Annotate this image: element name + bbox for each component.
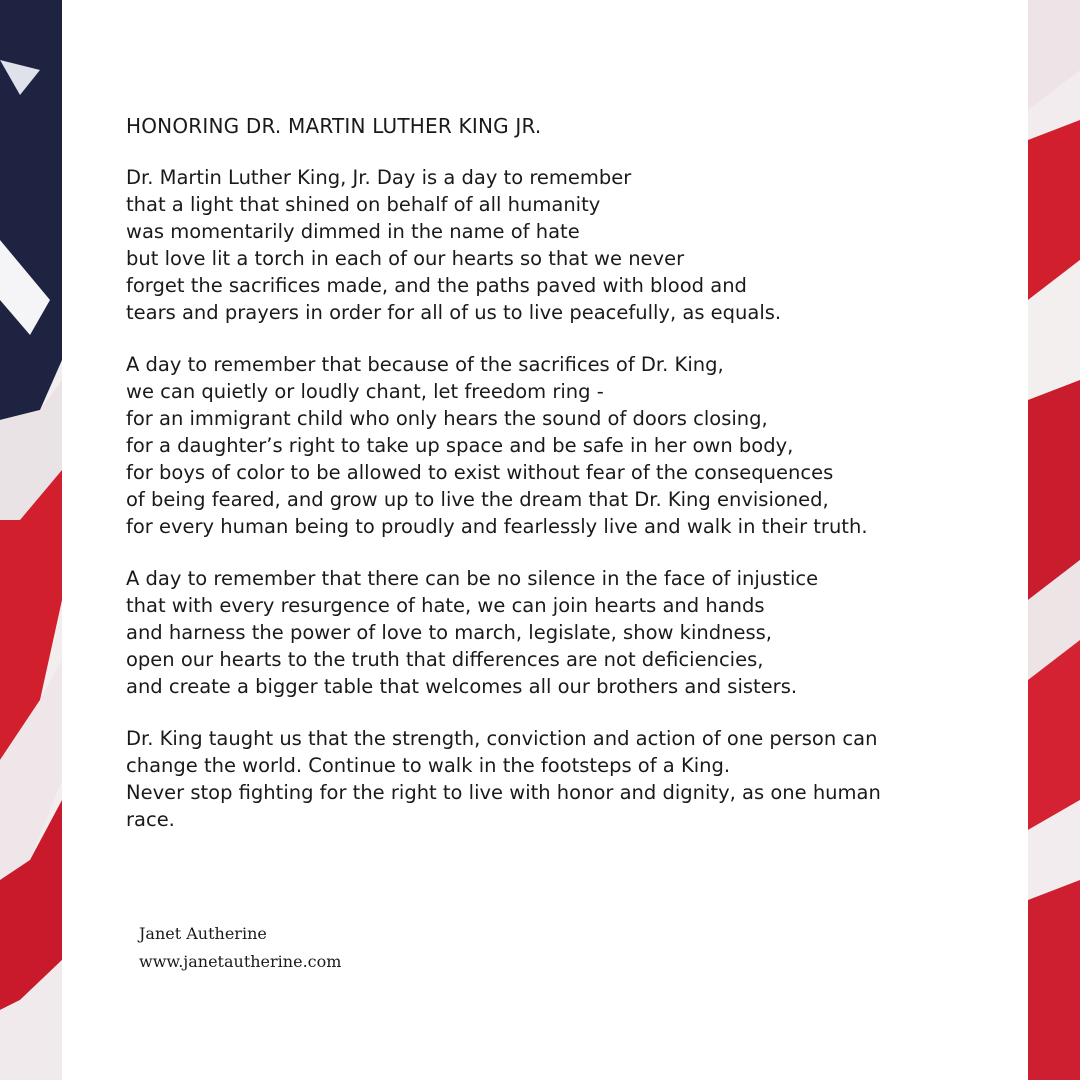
flag-right-graphic xyxy=(1028,0,1080,1080)
stanza-line: A day to remember that because of the sacrifices of Dr. King, xyxy=(126,353,724,376)
stanza-line: Never stop fighting for the right to live with honor and dignity, as one human xyxy=(126,781,881,804)
stanza-3 xyxy=(126,565,986,700)
stanza-line: race. xyxy=(126,808,175,831)
stanza-line: Dr. King taught us that the strength, conviction and action of one person can xyxy=(126,727,878,750)
stanza-line: change the world. Continue to walk in the footsteps of a King. xyxy=(126,754,731,777)
stanza-line: but love lit a torch in each of our hearts so that we never xyxy=(126,247,685,270)
poem-content xyxy=(126,112,986,858)
flag-background-right xyxy=(1028,0,1080,1080)
stanza-line: forget the sacrifices made, and the paths paved with blood and xyxy=(126,274,747,297)
stanza-line: A day to remember that there can be no silence in the face of injustice xyxy=(126,567,819,590)
stanza-line: and create a bigger table that welcomes all our brothers and sisters. xyxy=(126,675,798,698)
stanza-line: that a light that shined on behalf of all humanity xyxy=(126,193,601,216)
stanza-line: for every human being to proudly and fearlessly live and walk in their truth. xyxy=(126,515,868,538)
stanza-4 xyxy=(126,725,986,833)
stanza-1 xyxy=(126,164,986,326)
author-signature xyxy=(139,920,341,976)
flag-background-left xyxy=(0,0,62,1080)
stanza-line: and harness the power of love to march, legislate, show kindness, xyxy=(126,621,772,644)
stanza-line: of being feared, and grow up to live the dream that Dr. King envisioned, xyxy=(126,488,829,511)
stanza-line: was momentarily dimmed in the name of hate xyxy=(126,220,580,243)
stanza-2 xyxy=(126,351,986,540)
stanza-line: Dr. Martin Luther King, Jr. Day is a day to remember xyxy=(126,166,632,189)
author-website: www.janetautherine.com xyxy=(139,952,342,971)
stanza-line: for a daughter’s right to take up space and be safe in her own body, xyxy=(126,434,794,457)
stanza-line: we can quietly or loudly chant, let freedom ring - xyxy=(126,380,604,403)
stanza-line: for an immigrant child who only hears the sound of doors closing, xyxy=(126,407,768,430)
flag-left-graphic xyxy=(0,0,62,1080)
stanza-line: that with every resurgence of hate, we can join hearts and hands xyxy=(126,594,765,617)
stanza-line: open our hearts to the truth that differences are not deficiencies, xyxy=(126,648,764,671)
poem-title: HONORING DR. MARTIN LUTHER KING JR. xyxy=(126,114,542,138)
stanza-line: for boys of color to be allowed to exist without fear of the consequences xyxy=(126,461,834,484)
author-name: Janet Autherine xyxy=(139,924,267,943)
stanza-line: tears and prayers in order for all of us to live peacefully, as equals. xyxy=(126,301,782,324)
